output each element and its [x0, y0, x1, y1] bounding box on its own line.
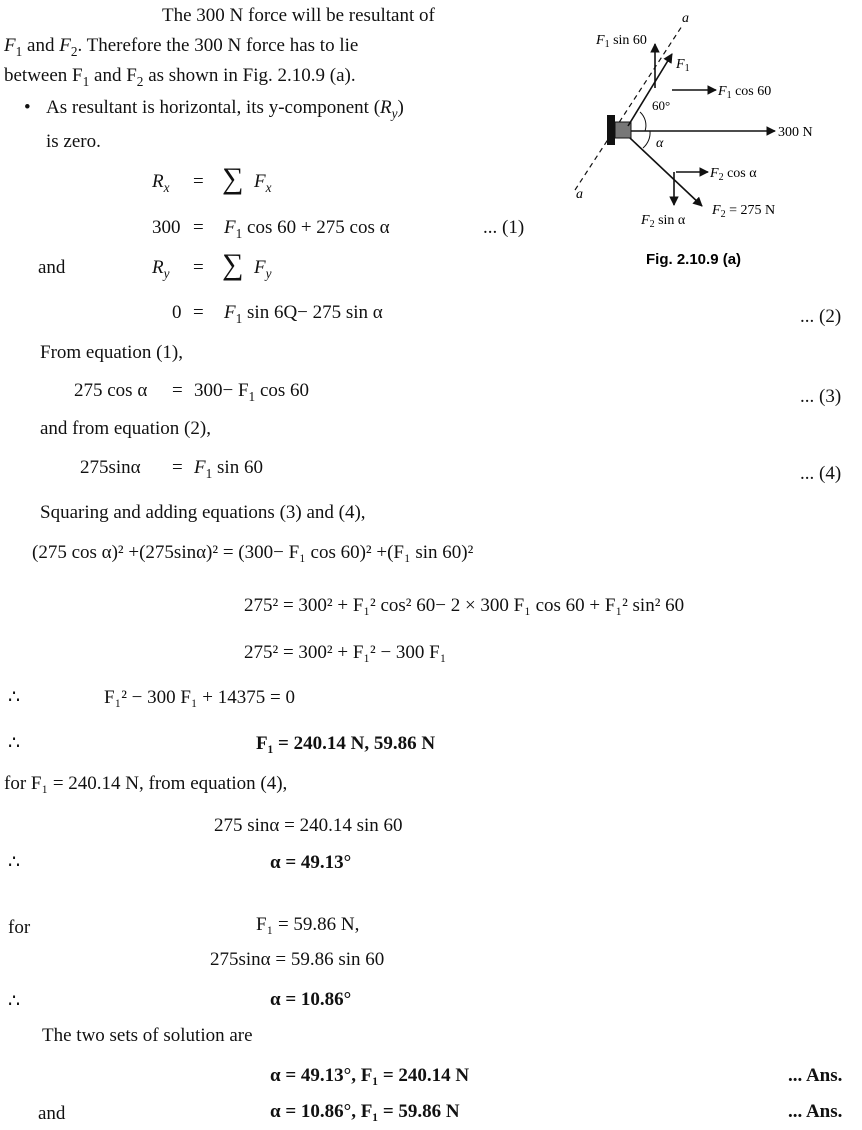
- var-F: F: [224, 302, 236, 323]
- intro-text: between F: [4, 65, 83, 86]
- eq-ref-2: ... (2): [800, 306, 842, 327]
- intro-text: N: [229, 5, 244, 26]
- eq3-lhs: 275 cos α: [74, 380, 148, 401]
- eq4-rhs: [194, 457, 263, 481]
- subscript: 1: [235, 225, 243, 241]
- ans-label-2: ... Ans.: [788, 1101, 843, 1122]
- var-R: R: [152, 257, 164, 278]
- therefore-symbol: ∴: [8, 687, 21, 708]
- intro-text: force will be resultant of: [243, 5, 435, 26]
- simplified-equation: 275² = 300² + F₁² − 300 F₁: [244, 642, 447, 663]
- alpha-result-1: α = 49.13°: [270, 852, 352, 873]
- intro-text: As resultant is horizontal, its y-component (: [46, 97, 381, 118]
- intro-text: and: [22, 35, 60, 56]
- two-sets-text: The two sets of solution are: [42, 1025, 253, 1046]
- eq-text: 300− F: [194, 380, 249, 401]
- roots-line: F₁ = 240.14 N, 59.86 N: [256, 733, 436, 754]
- arrow-F1: [628, 54, 672, 126]
- from-eq1: From equation (1),: [40, 342, 184, 363]
- label-300N: 300 N: [778, 125, 813, 140]
- eq-equals: =: [193, 257, 204, 278]
- var-F: F: [254, 171, 266, 192]
- squaring-text: Squaring and adding equations (3) and (4),: [40, 502, 366, 523]
- alpha-result-2: α = 10.86°: [270, 989, 352, 1010]
- eq2-lhs: 0: [172, 302, 182, 323]
- label-F1-sin60: $F_1$ sin 60: [596, 33, 647, 50]
- label-F2-eq: $F_2 = 275$ N: [712, 203, 776, 220]
- var-F: F: [224, 217, 236, 238]
- expanded-equation: 275² = 300² + F₁² cos² 60− 2 × 300 F₁ cos 60 + F₁² sin² 60: [244, 595, 685, 616]
- squared-equation: (275 cos α)² +(275sinα)² = (300− F₁ cos 60)² +(F₁ sin 60)²: [32, 542, 474, 563]
- eq-ref-3: ... (3): [800, 386, 842, 407]
- eq-ref-4: ... (4): [800, 463, 842, 484]
- eq-equals: =: [193, 217, 204, 238]
- for-f1-240: for F₁ = 240.14 N, from equation (4),: [4, 773, 288, 794]
- and-label: and: [38, 1103, 66, 1124]
- bullet-marker: •: [24, 97, 31, 118]
- subscript: y: [265, 265, 272, 281]
- from-eq2: and from equation (2),: [40, 418, 211, 439]
- label-F1-cos60: $F_1$ cos 60: [718, 84, 772, 101]
- therefore-symbol: ∴: [8, 852, 21, 873]
- sum-symbol: ∑: [222, 248, 244, 281]
- bullet-line-2: is zero.: [46, 131, 101, 152]
- sum-symbol: ∑: [222, 162, 244, 195]
- f1-59: F₁ = 59.86 N,: [256, 914, 360, 935]
- therefore-symbol: ∴: [8, 733, 21, 754]
- label-a-top: a: [682, 11, 689, 26]
- eq-text: sin 60: [212, 457, 263, 478]
- for-label: for: [8, 917, 31, 938]
- eq-equals: =: [172, 457, 183, 478]
- intro-text: as shown in Fig. 2.10.9 (a).: [143, 65, 356, 86]
- eq-equals: =: [193, 302, 204, 323]
- quadratic-equation: F₁² − 300 F₁ + 14375 = 0: [104, 687, 295, 708]
- wall-support: [607, 115, 615, 145]
- subscript: x: [265, 179, 272, 195]
- figure-caption: Fig. 2.10.9 (a): [646, 251, 742, 268]
- eq1-lhs: 300: [152, 217, 181, 238]
- eq-equals: =: [193, 171, 204, 192]
- intro-text: The 300: [162, 5, 230, 26]
- answer-1: α = 49.13°, F₁ = 240.14 N: [270, 1065, 470, 1086]
- subscript: 1: [15, 43, 23, 59]
- answer-2: α = 10.86°, F₁ = 59.86 N: [270, 1101, 460, 1122]
- force-diagram: [0, 0, 862, 300]
- subscript: y: [391, 105, 398, 121]
- eq2-rhs: [224, 302, 383, 326]
- label-60deg: 60°: [652, 98, 671, 113]
- var-F: F: [59, 35, 71, 56]
- eq-text: sin 6Q− 275 sin α: [242, 302, 383, 323]
- subscript: 2: [70, 43, 78, 59]
- eq-text: cos 60 + 275 cos α: [242, 217, 390, 238]
- var-F: F: [194, 457, 206, 478]
- sin-eq-2: 275sinα = 59.86 sin 60: [210, 949, 385, 970]
- arc-alpha: [643, 131, 650, 148]
- subscript: x: [163, 179, 170, 195]
- subscript: 1: [235, 310, 243, 326]
- and-label: and: [38, 257, 66, 278]
- intro-text: ): [397, 97, 404, 118]
- eq3-rhs: [194, 380, 310, 404]
- var-F: F: [254, 257, 266, 278]
- therefore-symbol: ∴: [8, 991, 21, 1012]
- eq-equals: =: [172, 380, 183, 401]
- var-R: R: [380, 97, 392, 118]
- label-F1: $F_1$: [676, 57, 690, 74]
- subscript: 2: [136, 73, 144, 89]
- var-R: R: [152, 171, 164, 192]
- eq-text: cos 60: [255, 380, 310, 401]
- var-F: F: [4, 35, 16, 56]
- subscript: y: [163, 265, 170, 281]
- ans-label-1: ... Ans.: [788, 1065, 843, 1086]
- label-F2-sin: $F_2$ sin α: [641, 213, 686, 230]
- eq4-lhs: 275sinα: [80, 457, 141, 478]
- subscript: 1: [82, 73, 90, 89]
- label-F2-cos: $F_2$ cos α: [710, 166, 757, 183]
- eq-ref-1: ... (1): [483, 217, 525, 238]
- sin-eq-1: 275 sinα = 240.14 sin 60: [214, 815, 403, 836]
- label-alpha: α: [656, 136, 664, 151]
- subscript: 1: [205, 465, 213, 481]
- intro-text: . Therefore the 300 N force has to lie: [77, 35, 359, 56]
- subscript: 1: [248, 388, 256, 404]
- label-a-bottom: a: [576, 187, 583, 202]
- intro-text: and F: [89, 65, 137, 86]
- arc-60: [640, 112, 646, 131]
